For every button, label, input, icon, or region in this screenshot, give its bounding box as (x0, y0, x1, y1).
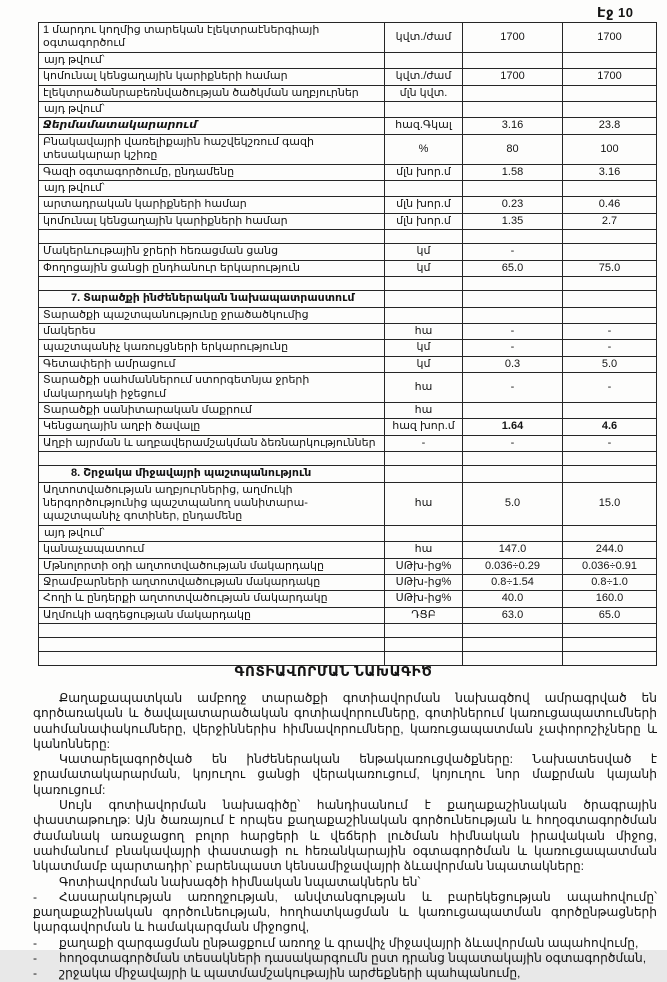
indicator-cell: Տարածքի սահմաններում ստորգետնյա ջրերի մակարդակի իջեցում (39, 373, 385, 403)
indicator-cell (39, 452, 385, 466)
table-row (39, 181, 657, 197)
indicator-cell: կոմունալ կենցաղային կարիքների համար (39, 69, 385, 85)
value2-cell (563, 102, 657, 118)
value2-cell (563, 624, 657, 638)
table-row (39, 558, 657, 574)
value1-cell (463, 85, 563, 101)
unit-cell: % (385, 134, 463, 164)
table-row (39, 197, 657, 213)
unit-cell: ՍԹխ-ից% (385, 591, 463, 607)
value2-cell: 65.0 (563, 607, 657, 623)
table-row (39, 402, 657, 418)
table-row (39, 118, 657, 134)
table-row (39, 277, 657, 291)
indicator-cell: Տարածքի պաշտպանությունը ջրածածկումից (39, 307, 385, 323)
indicator-cell: Աղբի այրման և աղբավերամշակման ձեռնարկություններ (39, 435, 385, 451)
value1-cell (463, 624, 563, 638)
indicator-cell: այդ թվում՝ (39, 52, 385, 68)
value1-cell (463, 638, 563, 652)
value2-cell: - (563, 323, 657, 339)
table-row (39, 419, 657, 435)
table-row (39, 69, 657, 85)
value1-cell (463, 102, 563, 118)
goals-list (33, 890, 657, 982)
unit-cell: կմ (385, 260, 463, 276)
indicator-cell: Աղմուկի ազդեցության մակարդակը (39, 607, 385, 623)
table-row (39, 591, 657, 607)
value2-cell: 3.16 (563, 164, 657, 180)
value2-cell: 0.8÷1.0 (563, 575, 657, 591)
unit-cell: մլն խոր.մ (385, 213, 463, 229)
indicator-cell: Մթնոլորտի օդի աղտոտվածության մակարդակը (39, 558, 385, 574)
goal-text: շրջակա միջավայրի և պատմամշակութային արժեքների պահպանումը, (59, 966, 521, 981)
table-row (39, 307, 657, 323)
value2-cell: 244.0 (563, 542, 657, 558)
table-row (39, 542, 657, 558)
unit-cell: ՍԹխ-ից% (385, 575, 463, 591)
indicator-cell: Գետափերի ամրացում (39, 356, 385, 372)
table-row (39, 244, 657, 260)
value1-cell (463, 402, 563, 418)
value1-cell (463, 52, 563, 68)
value1-cell (463, 230, 563, 244)
table-row (39, 323, 657, 339)
unit-cell: հա (385, 482, 463, 525)
value1-cell: - (463, 435, 563, 451)
indicator-cell: Գազի օգտագործումը, ընդամենը (39, 164, 385, 180)
indicator-cell: պաշտպանիչ կառույցների երկարությունը (39, 340, 385, 356)
unit-cell (385, 277, 463, 291)
paragraphs (33, 691, 657, 875)
indicator-cell: 7. Տարածքի ինժեներական նախապատրաստում (39, 291, 385, 307)
indicator-cell: կոմունալ կենցաղային կարիքների համար (39, 213, 385, 229)
value1-cell: 1.35 (463, 213, 563, 229)
value2-cell (563, 638, 657, 652)
value1-cell: 80 (463, 134, 563, 164)
table-row (39, 575, 657, 591)
value1-cell: 0.8÷1.54 (463, 575, 563, 591)
table-row (39, 607, 657, 623)
value2-cell (563, 181, 657, 197)
unit-cell: հազ խոր.մ (385, 419, 463, 435)
value2-cell: - (563, 373, 657, 403)
unit-cell: մլն կվտ. (385, 85, 463, 101)
value1-cell: 147.0 (463, 542, 563, 558)
value2-cell: 160.0 (563, 591, 657, 607)
value2-cell (563, 230, 657, 244)
indicator-cell (39, 638, 385, 652)
indicator-cell: այդ թվում՝ (39, 181, 385, 197)
value2-cell: 1700 (563, 69, 657, 85)
value1-cell: 5.0 (463, 482, 563, 525)
body-paragraph: Կատարելագործված են ինժեներական ենթակառուցվածքները: Նախատեսված է ջրամատակարարման, կոյուղու ցանցի վերակառուցում, կոյուղու նոր մաքրման կայանի կառուցում: (33, 752, 657, 797)
value2-cell: 1700 (563, 23, 657, 53)
value1-cell: 1700 (463, 23, 563, 53)
indicator-cell: այդ թվում՝ (39, 525, 385, 541)
bullet-dash-icon: - (33, 951, 38, 966)
value1-cell: 1.58 (463, 164, 563, 180)
value2-cell: 5.0 (563, 356, 657, 372)
indicator-cell: Մակերևութային ջրերի հեռացման ցանց (39, 244, 385, 260)
value1-cell (463, 277, 563, 291)
goal-bullet (33, 951, 657, 966)
unit-cell: կվտ./ժամ (385, 23, 463, 53)
value1-cell: - (463, 323, 563, 339)
unit-cell (385, 624, 463, 638)
unit-cell: մլն խոր.մ (385, 197, 463, 213)
unit-cell (385, 230, 463, 244)
unit-cell (385, 525, 463, 541)
indicator-cell: արտադրական կարիքների համար (39, 197, 385, 213)
indicator-cell: Ջերմամատակարարում (39, 118, 385, 134)
indicator-cell: Կենցաղային աղբի ծավալը (39, 419, 385, 435)
value1-cell: 0.23 (463, 197, 563, 213)
unit-cell (385, 638, 463, 652)
value2-cell (563, 452, 657, 466)
unit-cell: կվտ./ժամ (385, 69, 463, 85)
value1-cell (463, 291, 563, 307)
unit-cell (385, 291, 463, 307)
goal-text: քաղաքի զարգացման ընթացքում առողջ և գրավիչ միջավայրի ձևավորման ապահովումը, (59, 935, 639, 950)
unit-cell: ԴՑԲ (385, 607, 463, 623)
value1-cell: 65.0 (463, 260, 563, 276)
unit-cell (385, 307, 463, 323)
value1-cell: 0.3 (463, 356, 563, 372)
unit-cell (385, 52, 463, 68)
table-row (39, 52, 657, 68)
value2-cell (563, 277, 657, 291)
indicator-cell: այդ թվում՝ (39, 102, 385, 118)
indicator-cell: կանաչապատում (39, 542, 385, 558)
goals-intro: Գոտիավորման նախագծի հիմնական նպատակներն են՝ (59, 874, 421, 889)
indicator-cell: Փողոցային ցանցի ընդհանուր երկարություն (39, 260, 385, 276)
indicators-table (38, 22, 657, 666)
value2-cell: 2.7 (563, 213, 657, 229)
indicator-cell: Տարածքի սանիտարական մաքրում (39, 402, 385, 418)
body-paragraph: Սույն գոտիավորման նախագիծը՝ հանդիսանում է քաղաքաշինական ծրագրային փաստաթուղթ: Այն ծառայում է որպես քաղաքաշինական գործունեության և հողօգտագործման ժամանակ առաջացող բոլոր հարցերի և վեճերի լուծման հիմնական իրավական միջոց, սահմանում բնակավայրի փաստացի ու հեռանկարային օգտագործման և կառուցապատման նկատմամբ պարտադիր՝ բարենպաստ կենսամիջավայրի ձևավորման նպատակները: (33, 798, 657, 874)
unit-cell (385, 466, 463, 482)
indicators-table-body (39, 23, 657, 666)
value2-cell (563, 525, 657, 541)
unit-cell (385, 102, 463, 118)
indicator-cell: Աղտոտվածության աղբյուրներից, աղմուկի ներգործությունից պաշտպանող սանիտարա-պաշտպանիչ գոտիներ, ընդամենը (39, 482, 385, 525)
value2-cell (563, 244, 657, 260)
table-row (39, 340, 657, 356)
value1-cell (463, 181, 563, 197)
indicator-cell: Ջրամբարների աղտոտվածության մակարդակը (39, 575, 385, 591)
value1-cell: 0.036÷0.29 (463, 558, 563, 574)
unit-cell: կմ (385, 356, 463, 372)
table-row (39, 85, 657, 101)
goal-bullet (33, 890, 657, 936)
table-row (39, 23, 657, 53)
table-row (39, 435, 657, 451)
value1-cell (463, 307, 563, 323)
value2-cell (563, 466, 657, 482)
bullet-dash-icon: - (33, 966, 38, 981)
unit-cell: հա (385, 373, 463, 403)
unit-cell: հա (385, 542, 463, 558)
indicator-cell: 1 մարդու կողմից տարեկան էլեկտրաէներգիայի օգտագործում (39, 23, 385, 53)
value2-cell (563, 52, 657, 68)
value1-cell (463, 525, 563, 541)
value2-cell: 4.6 (563, 419, 657, 435)
goal-bullet (33, 936, 657, 951)
value2-cell: 23.8 (563, 118, 657, 134)
indicator-cell (39, 624, 385, 638)
value2-cell: - (563, 340, 657, 356)
table-row (39, 213, 657, 229)
table-row (39, 452, 657, 466)
table-row (39, 624, 657, 638)
unit-cell: կմ (385, 340, 463, 356)
page-number: Էջ 10 (597, 5, 634, 20)
value2-cell: 0.46 (563, 197, 657, 213)
table-row (39, 482, 657, 525)
unit-cell (385, 181, 463, 197)
value1-cell: 3.16 (463, 118, 563, 134)
value2-cell: 75.0 (563, 260, 657, 276)
goal-bullet (33, 966, 657, 981)
table-row (39, 230, 657, 244)
unit-cell: կմ (385, 244, 463, 260)
value2-cell (563, 402, 657, 418)
value2-cell: - (563, 435, 657, 451)
value1-cell: 40.0 (463, 591, 563, 607)
table-row (39, 638, 657, 652)
value1-cell: 63.0 (463, 607, 563, 623)
section-title: ԳՈՏԻԱՎՈՐՄԱՆ ՆԱԽԱԳԻԾ (234, 664, 433, 679)
indicator-cell (39, 277, 385, 291)
indicator-cell: 8. Շրջակա միջավայրի պաշտպանություն (39, 466, 385, 482)
table-row (39, 466, 657, 482)
indicator-cell (39, 230, 385, 244)
table-row (39, 356, 657, 372)
unit-cell (385, 452, 463, 466)
unit-cell: հա (385, 323, 463, 339)
bullet-dash-icon: - (33, 935, 38, 950)
bullet-dash-icon: - (33, 889, 38, 904)
unit-cell: - (385, 435, 463, 451)
value2-cell: 100 (563, 134, 657, 164)
body-text (33, 691, 657, 982)
body-paragraph: Քաղաքապատկան ամբողջ տարածքի գոտիավորման նախագծով ամրագրված են գործառական և ծավալատարածական գոտիավորումները, գոտիներում կառուցապատումների սահմանափակումները, վերջիններիս հիմնավորումները, կառուցապատման չափորոշիչները և կանոնները: (33, 691, 657, 751)
value1-cell: 1700 (463, 69, 563, 85)
value1-cell: 1.64 (463, 419, 563, 435)
value2-cell (563, 291, 657, 307)
goal-text: հողօգտագործման տեսակների դասակարգումն ըստ դրանց նպատակային օգտագործման, (59, 951, 647, 966)
table-row (39, 134, 657, 164)
value1-cell (463, 466, 563, 482)
value1-cell: - (463, 373, 563, 403)
unit-cell: հա (385, 402, 463, 418)
value1-cell: - (463, 244, 563, 260)
value2-cell (563, 307, 657, 323)
table-row (39, 373, 657, 403)
value2-cell: 0.036÷0.91 (563, 558, 657, 574)
unit-cell: մլն խոր.մ (385, 164, 463, 180)
value1-cell: - (463, 340, 563, 356)
unit-cell: հազ.Գկալ (385, 118, 463, 134)
goal-text: Հասարակության առողջության, անվտանգության և բարեկեցության ապահովումը՝ քաղաքաշինական գործունեության, հողհատկացման և կառուցապատման գործընթացների կարգավորման և համակարգման միջոցով, (33, 889, 657, 935)
table-row (39, 291, 657, 307)
table-row (39, 525, 657, 541)
indicator-cell: Բնակավայրի վառելիքային հաշվեկշռում գազի տեսակարար կշիռը (39, 134, 385, 164)
unit-cell: ՍԹխ-ից% (385, 558, 463, 574)
table-row (39, 164, 657, 180)
value1-cell (463, 452, 563, 466)
indicator-cell: Հողի և ընդերքի աղտոտվածության մակարդակը (39, 591, 385, 607)
indicator-cell: էլեկտրածանրաբեռնվածության ծածկման աղբյուրներ (39, 85, 385, 101)
table-row (39, 260, 657, 276)
value2-cell (563, 85, 657, 101)
indicator-cell: մակերես (39, 323, 385, 339)
value2-cell: 15.0 (563, 482, 657, 525)
table-row (39, 102, 657, 118)
